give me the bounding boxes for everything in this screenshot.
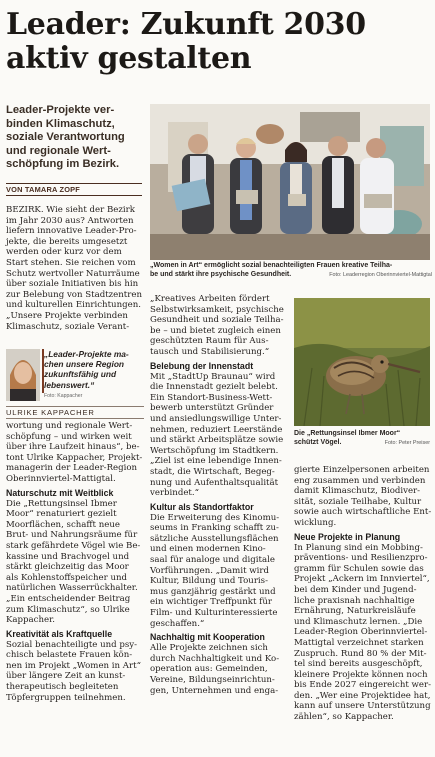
text-line: Klimaschutz, soziale Verant- [6, 321, 130, 332]
text-line: und Klimaschutz lernen. „Die [294, 616, 423, 627]
text-line: Vereine, Bildungseinrichtun- [150, 675, 275, 685]
text-line: Zuspruch. Rund 80 % der Mit- [294, 648, 427, 659]
paragraph [150, 372, 288, 499]
text-line: stadt, die Wirtschaft, Begeg- [150, 466, 275, 477]
text-line: gramm für Schulen sowie das [294, 563, 424, 574]
lead-line: und regionale Wert- [6, 144, 111, 157]
quote-author: ULRIKE KAPPACHER [6, 406, 144, 419]
column-3 [294, 465, 430, 723]
text-line: Ein Standort-Business-Wett- [150, 392, 273, 403]
headline [6, 8, 431, 76]
caption-bold-line-2: be und stärkt ihre psychische Gesundheit. [150, 270, 292, 278]
quote-line: zukunftsfähig und [44, 369, 117, 380]
paragraph [6, 205, 144, 332]
lead-line: binden Klimaschutz, [6, 117, 115, 130]
text-line: bei dem Kinder und Jugend- [294, 584, 417, 595]
text-line: wicklung. [294, 517, 337, 528]
text-line: Wertschöpfung im Stadtkern. [150, 445, 279, 456]
text-line: managerin der Leader-Region [6, 463, 138, 474]
text-line: kann auf unsere Unterstützung [294, 701, 431, 712]
group-photo [150, 104, 430, 260]
paragraph [6, 499, 144, 626]
photo-credit: Foto: Leaderregion Oberinnviertel-Mattigtal [329, 271, 432, 278]
text-line: als Kohlenstoffspeicher und [6, 572, 128, 583]
text-line: Die „Rettungsinsel Ibmer [6, 498, 117, 509]
text-line: „Unsere Projekte verbinden [6, 310, 128, 321]
text-line: Film- und Kulturinteressierte [150, 608, 278, 619]
text-line: Mattigtal verzeichnet starken [294, 637, 424, 648]
text-line: verbindet.“ [150, 488, 199, 499]
text-line: zur Belebung von Stadtzentren [6, 289, 142, 300]
lead-line: soziale Verantwortung [6, 131, 125, 144]
text-line: über ihre Laufzeit hinaus“, be- [6, 442, 140, 453]
text-line: damit Klimaschutz, Biodiver- [294, 486, 421, 497]
text-line: geschützten Raum für Aus- [150, 336, 269, 347]
text-line: schöpfung – und wirken weit [6, 431, 132, 442]
text-line: Projekt „Ackern im Innviertel“, [294, 574, 430, 585]
subheading: Naturschutz mit Weitblick [6, 487, 114, 498]
text-line: wortung und regionale Wert- [6, 421, 133, 431]
headline-line-2: aktiv gestalten [6, 41, 252, 76]
paragraph [150, 513, 288, 630]
text-line: Leader-Region Oberinnviertel- [294, 627, 428, 638]
text-line: sätzliche Ausstellungsflächen [150, 533, 279, 544]
text-line: Moorflächen, schafft neue [6, 519, 120, 530]
subheading: Nachhaltig mit Kooperation [150, 632, 265, 643]
text-line: tel sind bereits ausgeschöpft, [294, 659, 423, 670]
bird-photo-illustration [294, 298, 430, 426]
text-line: operation aus: Gemeinden, [150, 664, 268, 675]
text-line: natürlichen Wasserrückhalter. [6, 583, 138, 594]
paragraph [294, 465, 430, 529]
text-line: im Jahr 2030 aus? Antworten [6, 215, 134, 226]
lead-text [6, 104, 142, 172]
byline: VON TAMARA ZOPF [6, 183, 142, 196]
subheading: Neue Projekte in Planung [294, 531, 401, 542]
text-line: Gesundheit und soziale Teilha- [150, 315, 284, 326]
column-1-bottom [6, 421, 144, 703]
text-line: und einen modernen Kino- [150, 544, 266, 555]
text-line: Mit „StadtUp Braunau“ wird [150, 371, 276, 382]
column-2 [150, 294, 288, 696]
text-line: über soziale Initiativen bis hin [6, 279, 139, 290]
text-line: durch Nachhaltigkeit und Ko- [150, 653, 280, 664]
quote-line: lebenswert.“ [44, 379, 95, 390]
text-line: tausch und Stabilisierung.“ [150, 346, 270, 357]
text-line: und stärkt Arbeitsplätze sowie [150, 435, 284, 446]
text-line: nung und Aufenthaltsqualität [150, 477, 279, 488]
subheading: Belebung der Innenstadt [150, 360, 254, 371]
portrait-credit: Foto: Kappacher [44, 393, 83, 399]
lead-line: Leader-Projekte ver- [6, 104, 115, 116]
text-line: sität, soziale Teilhabe, Kultur [294, 496, 422, 507]
text-line: präventions- und Resilienzpro- [294, 553, 428, 564]
text-line: Moor“ renaturiert gezielt [6, 509, 117, 520]
text-line: bewerb unterstützt Gründer [150, 403, 274, 414]
bird-photo-caption [294, 430, 430, 447]
paragraph [150, 643, 288, 696]
paragraph [6, 421, 144, 485]
text-line: tont Ulrike Kappacher, Projekt- [6, 452, 143, 463]
paragraph [6, 640, 144, 704]
text-line: „Ein entscheidender Beitrag [6, 593, 131, 604]
text-line: seums in Franking schafft zu- [150, 523, 279, 534]
group-photo-caption [150, 262, 432, 279]
text-line: bis Ende 2027 eingereicht wer- [294, 680, 432, 691]
text-line: kleinere Projekte können noch [294, 669, 428, 680]
paragraph [294, 543, 430, 723]
text-line: jekte, die bereits umgesetzt [6, 236, 128, 247]
text-line: mus ganzjährig gestärkt und [150, 586, 276, 597]
text-line: über längere Zeit an kunst- [6, 671, 126, 682]
text-line: be – und bietet zugleich einen [150, 325, 281, 336]
paragraph [150, 294, 288, 358]
text-line: Oberinnviertel-Mattigtal. [6, 473, 116, 484]
text-line: geschaffen.“ [150, 618, 205, 629]
text-line: Brut- und Nahrungsräume für [6, 530, 138, 541]
text-line: den. „Wer eine Projektidee hat, [294, 690, 431, 701]
bird-caption-line-2: schützt Vögel. [294, 438, 342, 446]
group-photo-illustration [150, 104, 430, 260]
text-line: kassine und Brachvogel und [6, 551, 130, 562]
text-line: „Ziel ist eine lebendige Innen- [150, 456, 282, 467]
quote-line: „Leader-Projekte ma- [44, 349, 129, 359]
column-1-top [6, 205, 144, 332]
lead-line: schöpfung im Bezirk. [6, 158, 120, 171]
text-line: Kappacher. [6, 615, 55, 626]
text-line: Start stehen. Sie reichen vom [6, 257, 136, 268]
text-line: und ansiedlungswillige Unter- [150, 413, 282, 424]
text-line: Ernährung, Naturkreisläufe [294, 606, 416, 617]
text-line: Vorführungen. „Damit wird [150, 565, 269, 576]
text-line: zum Klimaschutz“, so Ulrike [6, 604, 130, 615]
pull-quote [44, 349, 142, 390]
headline-line-1: Leader: Zukunft 2030 [6, 7, 366, 42]
text-line: und kulturellen Einrichtungen. [6, 300, 141, 311]
text-line: BEZIRK. Wie sieht der Bezirk [6, 205, 135, 215]
text-line: ein wichtiger Treffpunkt für [150, 597, 272, 608]
text-line: nen im Projekt „Women in Art“ [6, 660, 141, 671]
caption-bold: „Women in Art“ ermöglicht sozial benachteiligten Frauen kreative Teilha- [150, 262, 393, 269]
bird-photo [294, 298, 430, 426]
text-line: Alle Projekte zeichnen sich [150, 643, 268, 654]
text-line: die Innenstadt gezielt belebt. [150, 382, 278, 393]
text-line: stärkt gleichzeitig das Moor [6, 562, 129, 573]
text-line: gierte Einzelpersonen arbeiten [294, 465, 430, 475]
text-line: chisch belastete Frauen kön- [6, 650, 133, 661]
text-line: nehmen, reduziert Leerstände [150, 424, 283, 435]
text-line: Töpfergruppen teilnehmen. [6, 692, 126, 703]
text-line: therapeutisch begleiteten [6, 682, 119, 693]
text-line: gen, Unternehmen und enga- [150, 685, 279, 696]
bird-photo-credit: Foto: Peter Preiser [384, 439, 430, 446]
text-line: sowie auch wirtschaftliche Ent- [294, 507, 432, 518]
text-line: stark gefährdete Vögel wie Be- [6, 540, 141, 551]
text-line: eng zusammen und verbinden [294, 475, 426, 486]
portrait-photo [6, 349, 40, 401]
subheading: Kreativität als Kraftquelle [6, 628, 113, 639]
text-line: werden oder kurz vor dem [6, 247, 122, 258]
portrait-illustration [6, 349, 40, 401]
text-line: In Planung sind ein Mobbing- [294, 542, 423, 553]
bird-caption-line-1: Die „Rettungsinsel Ibmer Moor“ [294, 430, 401, 437]
text-line: Kultur, Bildung und Touris- [150, 576, 268, 587]
text-line: zählen“, so Kappacher. [294, 712, 394, 723]
text-line: saal für analoge und digitale [150, 555, 275, 566]
text-line: Selbstwirksamkeit, psychische [150, 304, 284, 315]
text-line: Schutz wertvoller Naturräume [6, 268, 140, 279]
text-line: liche praxisnah nachhaltige [294, 595, 415, 606]
text-line: liefern innovative Leader-Pro- [6, 226, 137, 237]
quote-line: chen unsere Region [44, 359, 125, 370]
text-line: Sozial benachteiligte und psy- [6, 639, 138, 650]
text-line: „Kreatives Arbeiten fördert [150, 294, 270, 304]
subheading: Kultur als Standortfaktor [150, 501, 254, 512]
text-line: Die Erweiterung des Kinomu- [150, 512, 280, 523]
